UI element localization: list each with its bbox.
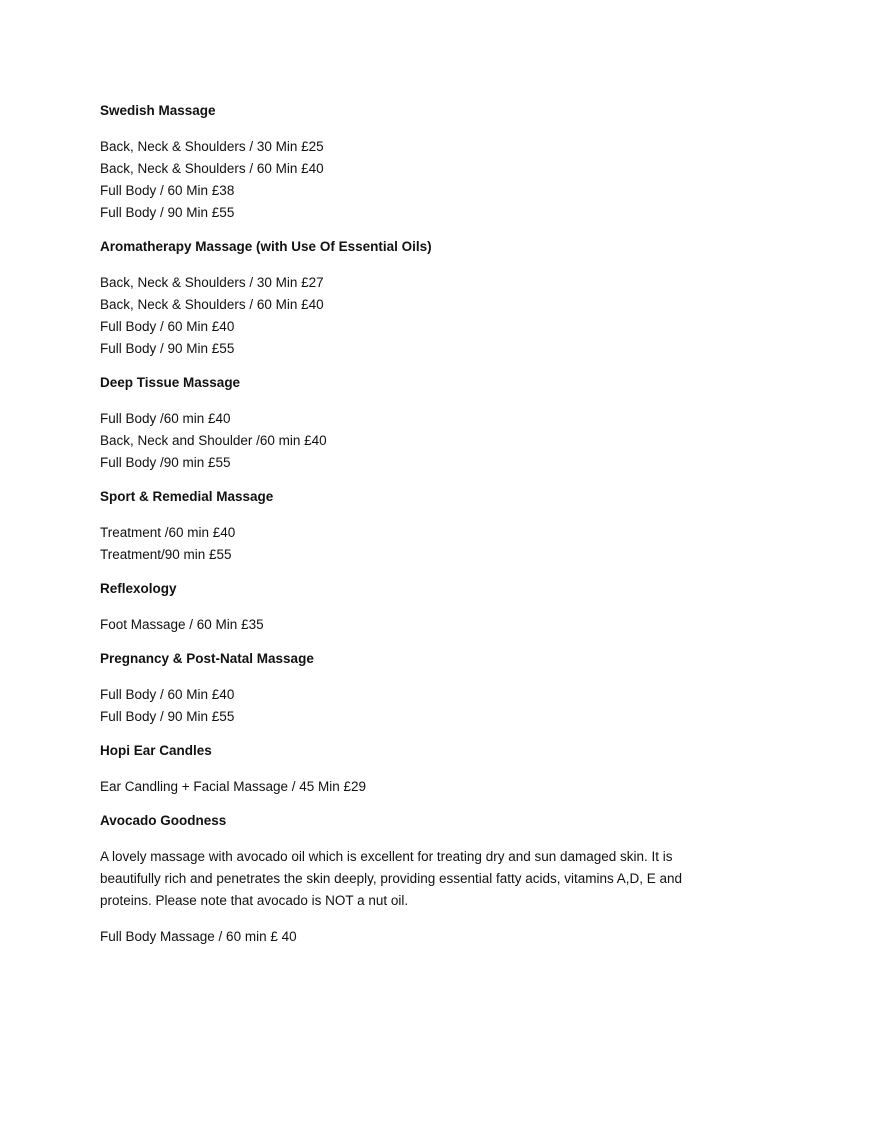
price-item: Back, Neck & Shoulders / 60 Min £40 bbox=[100, 297, 324, 312]
section-title: Reflexology bbox=[100, 581, 177, 596]
price-item: Back, Neck & Shoulders / 60 Min £40 bbox=[100, 161, 324, 176]
price-item: Treatment/90 min £55 bbox=[100, 547, 232, 562]
section-reflexology bbox=[100, 580, 760, 636]
price-item: Ear Candling + Facial Massage / 45 Min £29 bbox=[100, 779, 367, 794]
price-item: Back, Neck & Shoulders / 30 Min £25 bbox=[100, 139, 324, 154]
section-title: Deep Tissue Massage bbox=[100, 375, 241, 390]
section-title: Aromatherapy Massage (with Use Of Essential Oils) bbox=[100, 239, 432, 254]
price-item: Full Body / 60 Min £38 bbox=[100, 183, 235, 198]
section-deep-tissue-massage bbox=[100, 374, 760, 474]
price-item: Full Body / 60 Min £40 bbox=[100, 319, 235, 334]
section-swedish-massage bbox=[100, 102, 760, 224]
section-pregnancy-post-natal-massage bbox=[100, 650, 760, 728]
price-list-page bbox=[100, 102, 760, 962]
price-item: Full Body Massage / 60 min £ 40 bbox=[100, 929, 297, 944]
section-title: Hopi Ear Candles bbox=[100, 743, 212, 758]
price-item: Full Body / 60 Min £40 bbox=[100, 687, 235, 702]
section-title: Pregnancy & Post-Natal Massage bbox=[100, 651, 314, 666]
description-line: A lovely massage with avocado oil which is excellent for treating dry and sun damaged skin. It is bbox=[100, 849, 673, 864]
section-hopi-ear-candles bbox=[100, 742, 760, 798]
description-line: beautifully rich and penetrates the skin deeply, providing essential fatty acids, vitamins A,D, E and bbox=[100, 871, 683, 886]
section-description bbox=[100, 846, 760, 912]
section-sport-remedial-massage bbox=[100, 488, 760, 566]
price-item: Full Body / 90 Min £55 bbox=[100, 709, 235, 724]
description-line: proteins. Please note that avocado is NOT a nut oil. bbox=[100, 893, 409, 908]
section-title: Swedish Massage bbox=[100, 103, 216, 118]
price-item: Full Body / 90 Min £55 bbox=[100, 205, 235, 220]
section-title: Sport & Remedial Massage bbox=[100, 489, 274, 504]
price-item: Back, Neck and Shoulder /60 min £40 bbox=[100, 433, 327, 448]
price-item: Treatment /60 min £40 bbox=[100, 525, 236, 540]
section-title: Avocado Goodness bbox=[100, 813, 227, 828]
price-item: Full Body /60 min £40 bbox=[100, 411, 231, 426]
section-aromatherapy-massage bbox=[100, 238, 760, 360]
price-item: Full Body / 90 Min £55 bbox=[100, 341, 235, 356]
section-avocado-goodness bbox=[100, 812, 760, 948]
price-item: Back, Neck & Shoulders / 30 Min £27 bbox=[100, 275, 324, 290]
price-item: Foot Massage / 60 Min £35 bbox=[100, 617, 264, 632]
price-item: Full Body /90 min £55 bbox=[100, 455, 231, 470]
